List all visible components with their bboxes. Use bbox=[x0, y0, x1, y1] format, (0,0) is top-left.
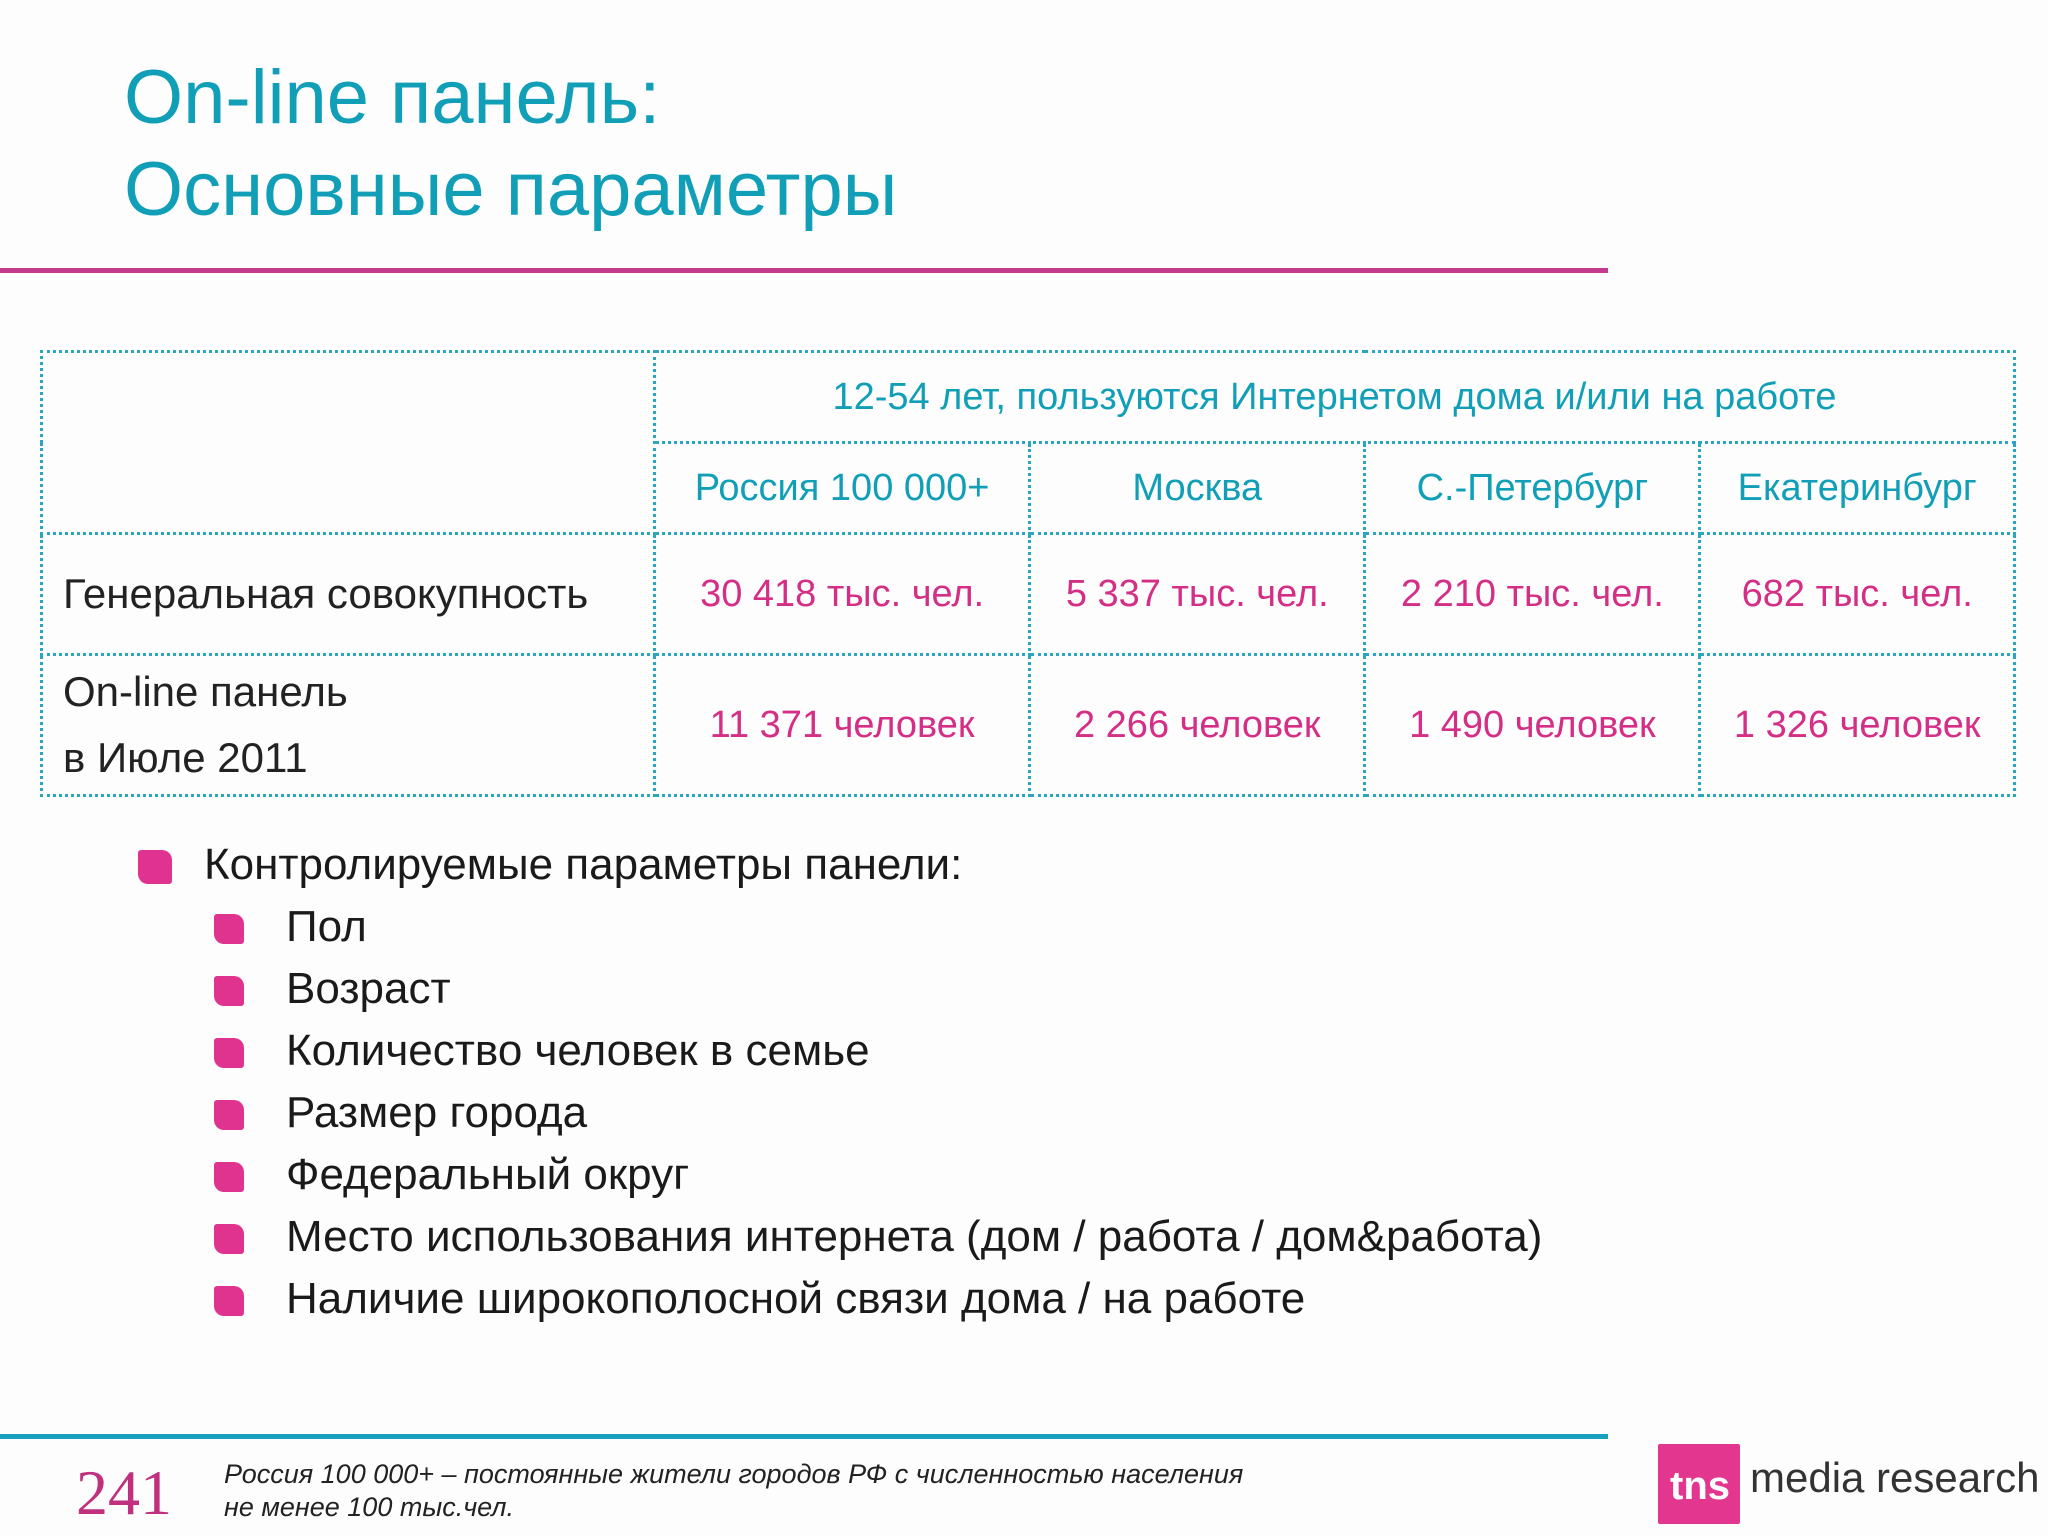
panel-parameters-table bbox=[40, 350, 2016, 797]
bullet-icon bbox=[214, 1100, 244, 1130]
logo-text: media research bbox=[1750, 1454, 2040, 1501]
row-label-online-panel bbox=[42, 655, 655, 796]
page-number: 241 bbox=[76, 1457, 172, 1528]
bullet-icon bbox=[214, 1286, 244, 1316]
logo-badge bbox=[1658, 1444, 1740, 1524]
table-corner-cell bbox=[42, 352, 655, 534]
column-header-russia: Россия 100 000+ bbox=[655, 443, 1030, 534]
footnote-line-2: не менее 100 тыс.чел. bbox=[224, 1492, 515, 1522]
bullet-icon bbox=[214, 1162, 244, 1192]
value-cell: 11 371 человек bbox=[655, 655, 1030, 796]
bullet-icon bbox=[214, 976, 244, 1006]
list-item-text: Размер города bbox=[286, 1088, 588, 1137]
row-label-line-1: On-line панель bbox=[63, 668, 348, 715]
row-label-line-2: в Июле 2011 bbox=[63, 734, 308, 781]
slide-title-line-1: On-line панель: bbox=[124, 55, 661, 140]
slide-title-line-2: Основные параметры bbox=[124, 147, 898, 232]
column-header-moscow: Москва bbox=[1030, 443, 1365, 534]
list-heading-text: Контролируемые параметры панели: bbox=[204, 840, 963, 889]
value-cell: 2 210 тыс. чел. bbox=[1365, 534, 1700, 655]
value-cell: 1 326 человек bbox=[1700, 655, 2015, 796]
footnote-line-1: Россия 100 000+ – постоянные жители городов РФ с численностью населения bbox=[224, 1459, 1244, 1489]
list-item-text: Федеральный округ bbox=[286, 1150, 690, 1199]
tns-logo bbox=[1658, 1436, 2040, 1526]
footer-divider bbox=[0, 1434, 1608, 1439]
footnote bbox=[224, 1458, 1243, 1524]
table-row bbox=[42, 655, 2015, 796]
list-item-text: Пол bbox=[286, 902, 367, 951]
column-header-ekaterinburg: Екатеринбург bbox=[1700, 443, 2015, 534]
list-item-text: Возраст bbox=[286, 964, 451, 1013]
list-item-text: Количество человек в семье bbox=[286, 1026, 870, 1075]
bullet-icon bbox=[138, 850, 172, 884]
list-item-text: Наличие широкополосной связи дома / на работе bbox=[286, 1274, 1306, 1323]
bullet-icon bbox=[214, 1224, 244, 1254]
slide-title bbox=[124, 52, 897, 236]
value-cell: 5 337 тыс. чел. bbox=[1030, 534, 1365, 655]
value-cell: 1 490 человек bbox=[1365, 655, 1700, 796]
list-item-text: Место использования интернета (дом / работа / дом&работа) bbox=[286, 1212, 1543, 1261]
logo-badge-text: tns bbox=[1670, 1464, 1730, 1508]
table-row bbox=[42, 534, 2015, 655]
value-cell: 2 266 человек bbox=[1030, 655, 1365, 796]
column-header-spb: С.-Петербург bbox=[1365, 443, 1700, 534]
title-divider bbox=[0, 268, 1608, 273]
value-cell: 682 тыс. чел. bbox=[1700, 534, 2015, 655]
row-label-population: Генеральная совокупность bbox=[42, 534, 655, 655]
bullet-icon bbox=[214, 1038, 244, 1068]
value-cell: 30 418 тыс. чел. bbox=[655, 534, 1030, 655]
audience-header: 12-54 лет, пользуются Интернетом дома и/или на работе bbox=[655, 352, 2015, 443]
bullet-icon bbox=[214, 914, 244, 944]
